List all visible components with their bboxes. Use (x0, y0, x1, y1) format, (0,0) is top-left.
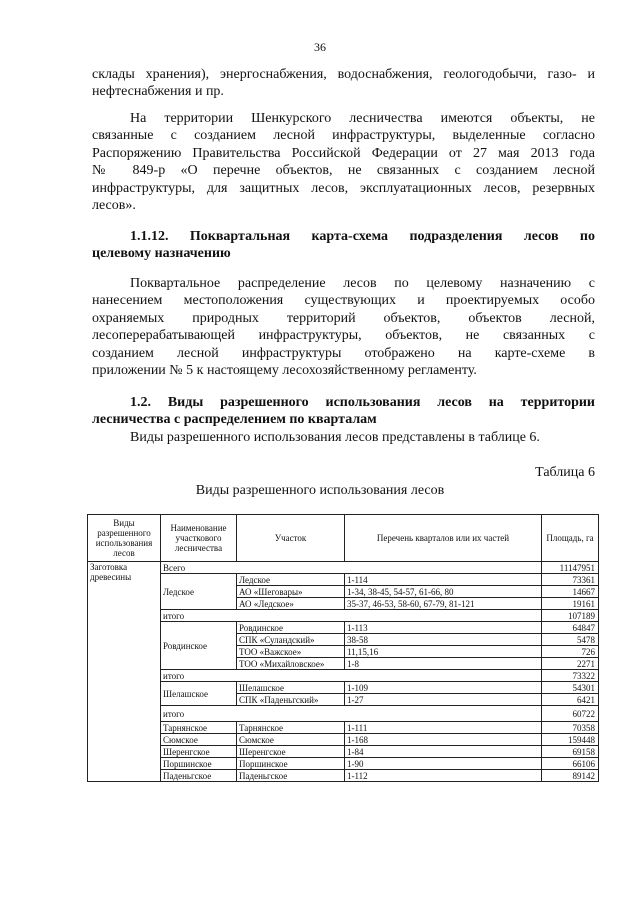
paragraph-quarterly-distribution (92, 275, 595, 379)
column-header-forestry: Наименование участкового лесничества (161, 515, 237, 562)
plot-cell: СПК «Паденьгский» (237, 694, 345, 706)
forestry-cell: Ровдинское (161, 622, 237, 670)
text-line: склады хранения), энергоснабжения, водоснабжения, геологодобычи, газо- и (92, 67, 595, 82)
area-cell: 54301 (542, 682, 599, 694)
table-row-subtotal (88, 610, 599, 622)
table-row (88, 770, 599, 782)
forestry-cell: Паденьгское (161, 770, 237, 782)
subtotal-label: итого (161, 706, 542, 722)
area-cell: 6421 (542, 694, 599, 706)
plot-cell: ТОО «Михайловское» (237, 658, 345, 670)
use-type-cell: Заготовка древесины (88, 562, 161, 782)
area-cell: 70358 (542, 722, 599, 734)
table-row-subtotal (88, 670, 599, 682)
table-row (88, 622, 599, 634)
plot-cell: Паденьгское (237, 770, 345, 782)
column-header-use-type: Виды разрешенного использования лесов (88, 515, 161, 562)
plot-cell: АО «Ледское» (237, 598, 345, 610)
table-row (88, 758, 599, 770)
text-line: Поквартальное распределение лесов по целевому назначению с (130, 276, 595, 291)
heading-line: 1.1.12. Поквартальная карта-схема подразделения лесов по (130, 229, 595, 244)
plot-cell: Шелашское (237, 682, 345, 694)
heading-line: целевому назначению (92, 246, 231, 262)
text-line: охраняемых природных территорий объектов, объектов лесной, (92, 310, 595, 326)
table-row (88, 734, 599, 746)
forestry-cell: Шелашское (161, 682, 237, 706)
subtotal-label: итого (161, 610, 542, 622)
area-cell: 11147951 (542, 562, 599, 574)
forestry-cell: Поршинское (161, 758, 237, 770)
paragraph-non-infrastructure-objects (92, 110, 595, 214)
plot-cell: Поршинское (237, 758, 345, 770)
forestry-cell: Ледское (161, 574, 237, 610)
table-row-subtotal (88, 706, 599, 722)
text-line: нефтеснабжения и пр. (92, 84, 224, 100)
paragraph-table-reference (92, 429, 595, 446)
quarters-cell: 1-113 (345, 622, 542, 634)
section-heading-1-2 (92, 394, 595, 429)
text-line: приложении № 5 к настоящему лесохозяйственному регламенту. (92, 363, 477, 379)
text-line: лесоперерабатывающей инфраструктуры, объектов, не связанных с (92, 328, 595, 344)
section-heading-1-1-12 (92, 228, 595, 263)
forestry-cell: Шеренгское (161, 746, 237, 758)
text-line: нанесением местоположения существующих и проектируемых особо (92, 293, 595, 309)
table-row (88, 746, 599, 758)
text-line: Распоряжению Правительства Российской Федерации от 27 мая 2013 года (92, 145, 595, 161)
plot-cell: АО «Шеговары» (237, 586, 345, 598)
quarters-cell: 35-37, 46-53, 58-60, 67-79, 81-121 (345, 598, 542, 610)
area-cell: 73361 (542, 574, 599, 586)
area-cell: 60722 (542, 706, 599, 722)
quarters-cell: 1-8 (345, 658, 542, 670)
quarters-cell: 1-112 (345, 770, 542, 782)
area-cell: 69158 (542, 746, 599, 758)
text-line: лесов». (92, 198, 136, 214)
forestry-cell: Всего (161, 562, 542, 574)
area-cell: 2271 (542, 658, 599, 670)
plot-cell: Ледское (237, 574, 345, 586)
text-line: Виды разрешенного использования лесов представлены в таблице 6. (130, 430, 540, 445)
area-cell: 14667 (542, 586, 599, 598)
column-header-quarters: Перечень кварталов или их частей (345, 515, 542, 562)
column-header-plot: Участок (237, 515, 345, 562)
text-line: связанные с созданием лесной инфраструктуры, выделенные согласно (92, 128, 595, 144)
quarters-cell: 1-114 (345, 574, 542, 586)
table-row (88, 722, 599, 734)
area-cell: 19161 (542, 598, 599, 610)
table-row (88, 562, 599, 574)
forestry-cell: Сюмское (161, 734, 237, 746)
area-cell: 64847 (542, 622, 599, 634)
forestry-cell: Тарнянское (161, 722, 237, 734)
subtotal-label: итого (161, 670, 542, 682)
plot-cell: СПК «Суландский» (237, 634, 345, 646)
area-cell: 5478 (542, 634, 599, 646)
area-cell: 89142 (542, 770, 599, 782)
quarters-cell: 1-111 (345, 722, 542, 734)
area-cell: 73322 (542, 670, 599, 682)
text-line: инфраструктуры, для защитных лесов, эксплуатационных лесов, резервных (92, 180, 595, 196)
page-number: 36 (314, 40, 326, 54)
quarters-cell: 38-58 (345, 634, 542, 646)
plot-cell: Сюмское (237, 734, 345, 746)
quarters-cell: 1-27 (345, 694, 542, 706)
table-header-row (88, 515, 599, 562)
quarters-cell: 1-109 (345, 682, 542, 694)
quarters-cell: 1-34, 38-45, 54-57, 61-66, 80 (345, 586, 542, 598)
paragraph-utilities (92, 66, 595, 101)
text-line: № 849-р «О перечне объектов, не связанных с созданием лесной (92, 163, 595, 179)
area-cell: 66106 (542, 758, 599, 770)
table-row (88, 682, 599, 694)
heading-line: 1.2. Виды разрешенного использования лесов на территории (130, 395, 595, 410)
plot-cell: Тарнянское (237, 722, 345, 734)
heading-line: лесничества с распределением по кварталам (92, 412, 377, 428)
column-header-area: Площадь, га (542, 515, 599, 562)
quarters-cell: 1-84 (345, 746, 542, 758)
area-cell: 107189 (542, 610, 599, 622)
area-cell: 159448 (542, 734, 599, 746)
area-cell: 726 (542, 646, 599, 658)
plot-cell: Ровдинское (237, 622, 345, 634)
plot-cell: ТОО «Важское» (237, 646, 345, 658)
quarters-cell: 1-168 (345, 734, 542, 746)
table-number: Таблица 6 (535, 465, 595, 480)
text-line: На территории Шенкурского лесничества имеются объекты, не (130, 111, 595, 126)
quarters-cell: 11,15,16 (345, 646, 542, 658)
quarters-cell: 1-90 (345, 758, 542, 770)
plot-cell: Шеренгское (237, 746, 345, 758)
table-row (88, 574, 599, 586)
text-line: созданием лесной инфраструктуры отображено на карте-схеме в (92, 345, 595, 361)
forest-use-table (87, 514, 599, 782)
table-title: Виды разрешенного использования лесов (195, 483, 445, 498)
